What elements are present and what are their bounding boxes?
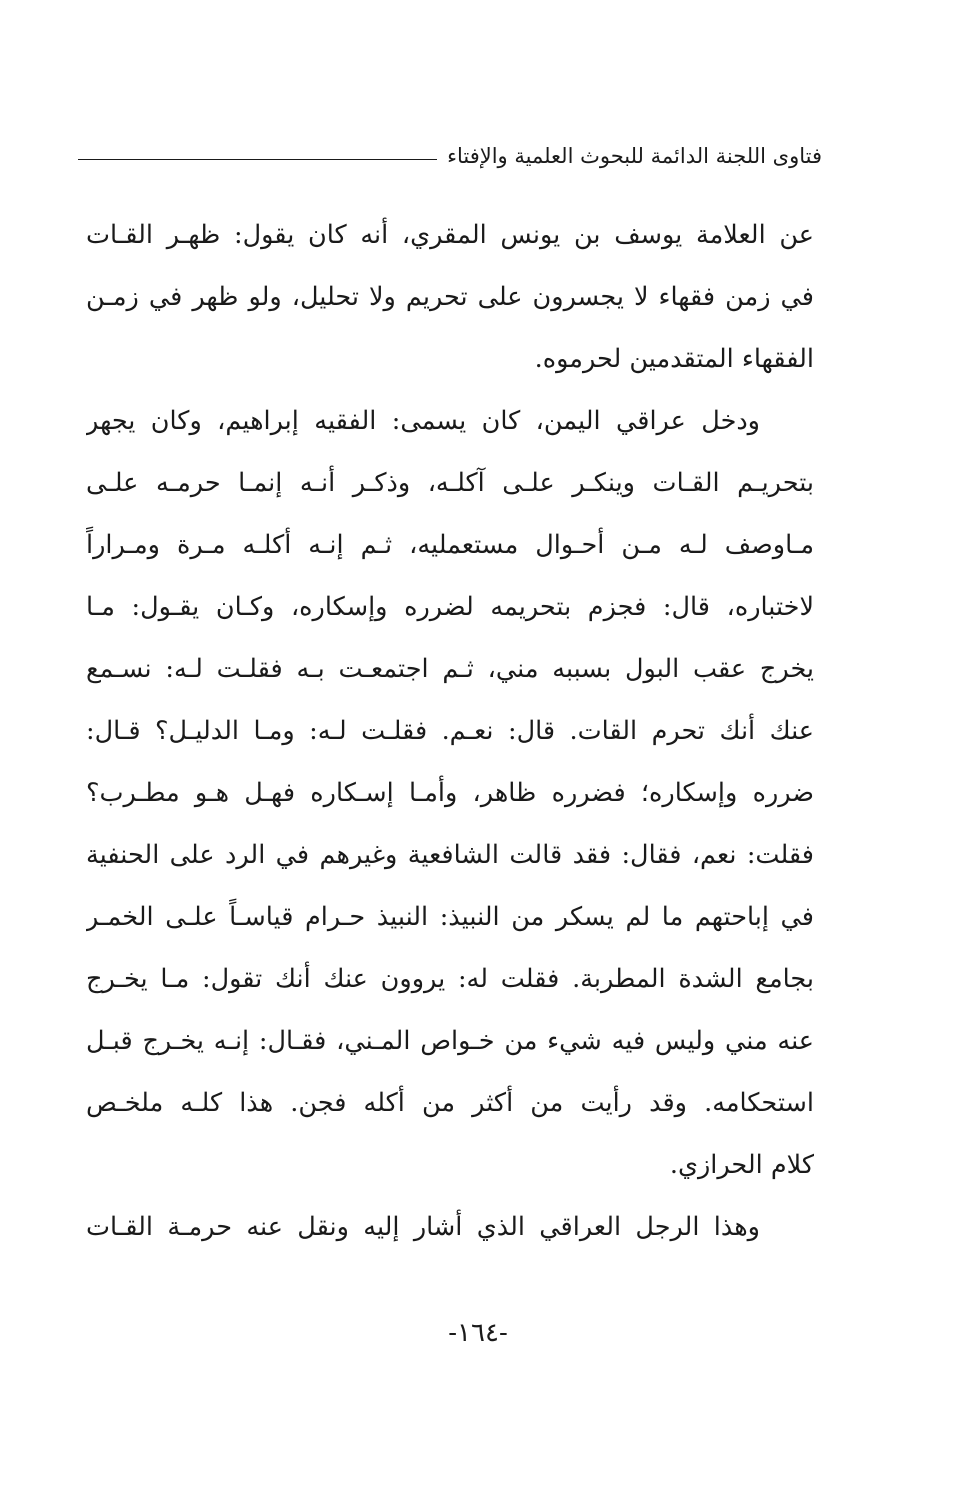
text-line: فقلت: نعم، فقال: فقد قالت الشافعية وغيرهم في الرد على الحنفية xyxy=(86,840,814,870)
text-line: مـاوصف لـه مـن أحـوال مستعمليه، ثـم إنـه أكلـه مـرة ومـراراً xyxy=(86,530,814,560)
text-line: بجامع الشدة المطربة. فقلت له: يروون عنك أنك تقول: مـا يخـرج xyxy=(86,964,814,994)
text-line: عن العلامة يوسف بن يونس المقري، أنه كان يقول: ظهـر القـات xyxy=(86,220,814,250)
text-line: لاختباره، قال: فجزم بتحريمه لضرره وإسكاره، وكـان يقـول: مـا xyxy=(86,592,814,622)
running-header xyxy=(78,138,822,174)
body-text xyxy=(86,204,814,1258)
text-line: عنك أنك تحرم القات. قال: نعـم. فقلـت لـه: ومـا الدليـل؟ قـال: xyxy=(86,716,814,746)
book-title: فتاوى اللجنة الدائمة للبحوث العلمية والإفتاء xyxy=(447,144,822,168)
text-line: يخرج عقب البول بسببه مني، ثـم اجتمعـت بـه فقلـت لـه: نسـمع xyxy=(86,654,814,684)
page-number: -١٦٤- xyxy=(448,1318,508,1348)
text-line: عنه مني وليس فيه شيء من خـواص المـني، فقـال: إنـه يخـرج قبـل xyxy=(86,1026,814,1056)
text-line: ودخل عراقي اليمن، كان يسمى: الفقيه إبراهيم، وكان يجهر xyxy=(86,406,760,436)
text-line: ضرره وإسكاره؛ فضرره ظاهر، وأمـا إسـكاره فهـل هـو مطـرب؟ xyxy=(86,778,814,808)
text-line: في زمن فقهاء لا يجسرون على تحريم ولا تحليل، ولو ظهر في زمـن xyxy=(86,282,814,312)
header-rule xyxy=(78,159,437,160)
text-line: في إباحتهم ما لم يسكر من النبيذ: النبيذ حـرام قياسـاً علـى الخمـر xyxy=(86,902,814,932)
text-line: كلام الحرازي. xyxy=(669,1150,814,1180)
text-line: وهذا الرجل العراقي الذي أشار إليه ونقل عنه حرمـة القـات xyxy=(86,1212,760,1242)
text-line: بتحريـم القـات وينكـر علـى آكلـه، وذكـر أنـه إنمـا حرمـه علـى xyxy=(86,468,814,498)
text-line: الفقهاء المتقدمين لحرموه. xyxy=(534,344,814,374)
text-line: استحكامه. وقد رأيت من أكثر من أكله فجن. هذا كلـه ملخـص xyxy=(86,1088,814,1118)
